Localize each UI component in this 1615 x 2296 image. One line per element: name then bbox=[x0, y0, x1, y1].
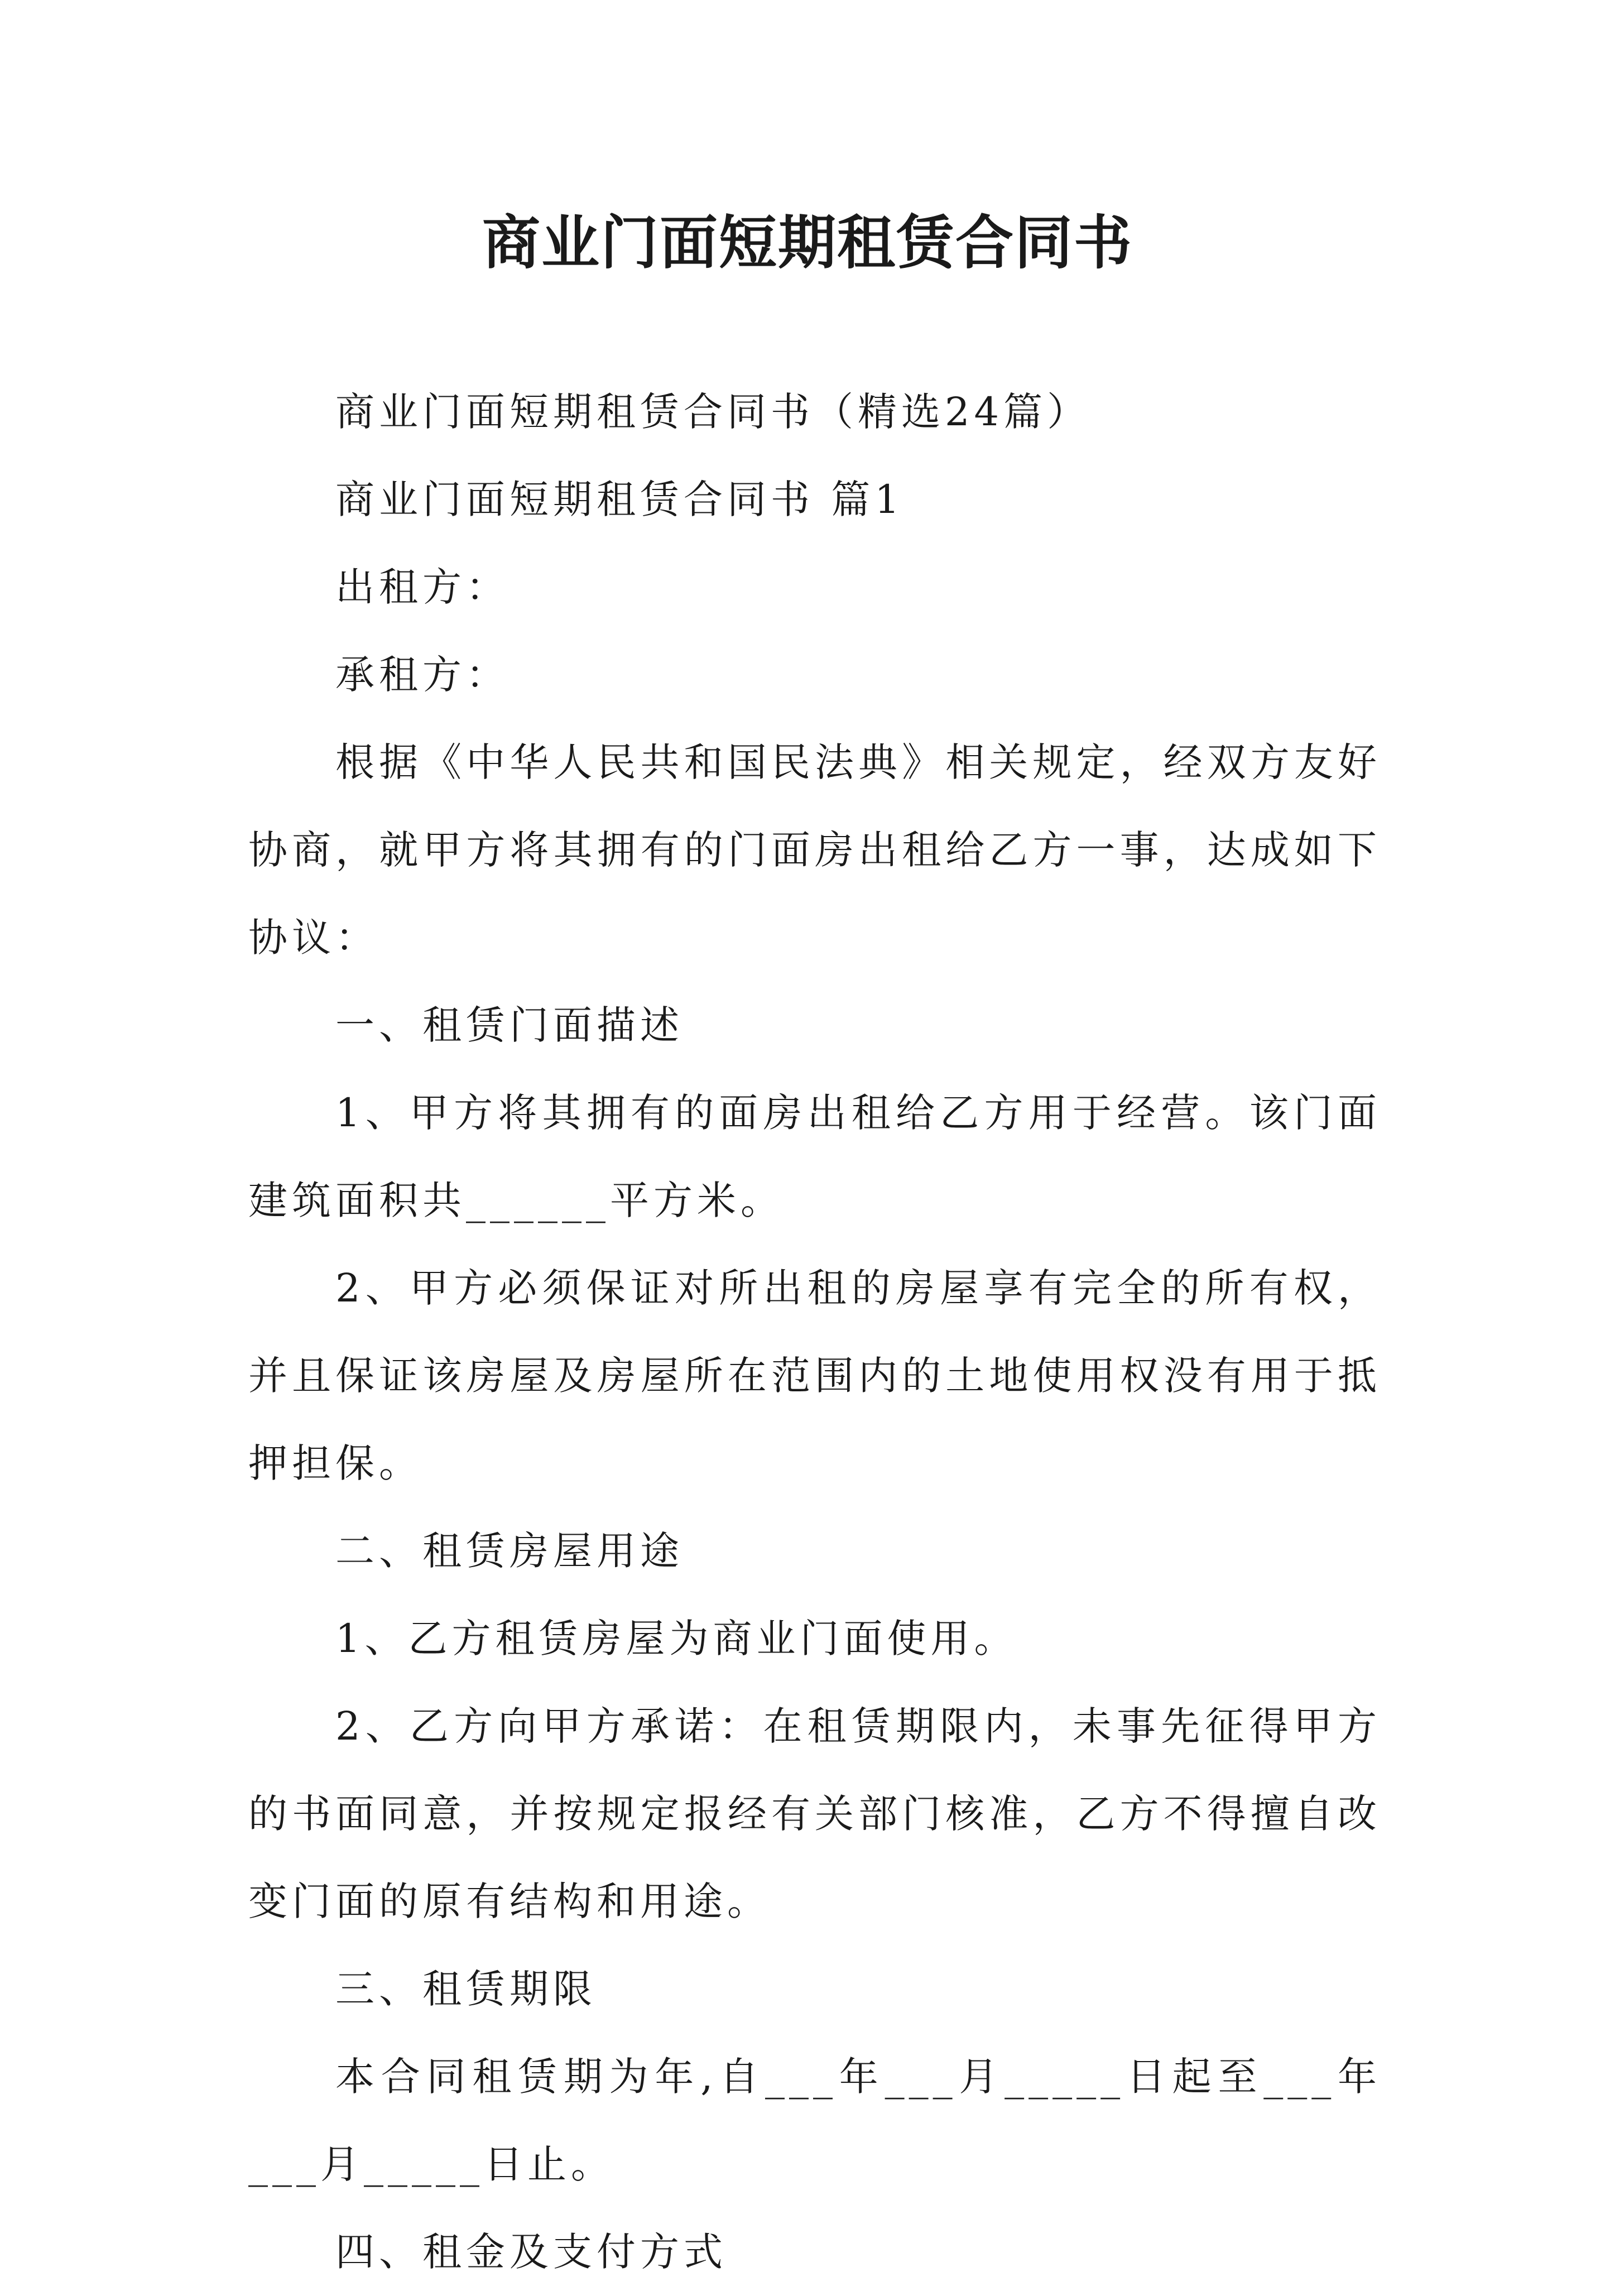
document-title: 商业门面短期租赁合同书 bbox=[482, 208, 1133, 277]
document-body bbox=[248, 368, 1381, 2296]
clause-3-1: 本合同租赁期为年,自___年___月_____日起至___年___月_____日止。 bbox=[248, 2054, 1381, 2187]
clause-2-1: 1、乙方租赁房屋为商业门面使用。 bbox=[335, 1616, 1018, 1661]
lessor-line: 出租方： bbox=[335, 564, 510, 610]
subtitle-paragraph: 商业门面短期租赁合同书（精选24篇） bbox=[335, 389, 1091, 435]
chapter-heading: 商业门面短期租赁合同书 篇1 bbox=[335, 477, 904, 522]
preamble-paragraph: 根据《中华人民共和国民法典》相关规定，经双方友好协商，就甲方将其拥有的门面房出租给乙方一事，达成如下协议： bbox=[248, 739, 1381, 960]
section-heading-3: 三、租赁期限 bbox=[335, 1966, 597, 2012]
clause-2-2: 2、乙方向甲方承诺：在租赁期限内，未事先征得甲方的书面同意，并按规定报经有关部门核准，乙方不得擅自改变门面的原有结构和用途。 bbox=[248, 1703, 1381, 1924]
clause-1-2: 2、甲方必须保证对所出租的房屋享有完全的所有权，并且保证该房屋及房屋所在范围内的土地使用权没有用于抵押担保。 bbox=[248, 1265, 1381, 1486]
clause-1-1: 1、甲方将其拥有的面房出租给乙方用于经营。该门面建筑面积共______平方米。 bbox=[248, 1090, 1381, 1223]
section-heading-1: 一、租赁门面描述 bbox=[335, 1002, 684, 1048]
lessee-line: 承租方： bbox=[335, 652, 510, 698]
section-heading-2: 二、租赁房屋用途 bbox=[335, 1528, 684, 1574]
section-heading-4: 四、租金及支付方式 bbox=[335, 2229, 727, 2275]
